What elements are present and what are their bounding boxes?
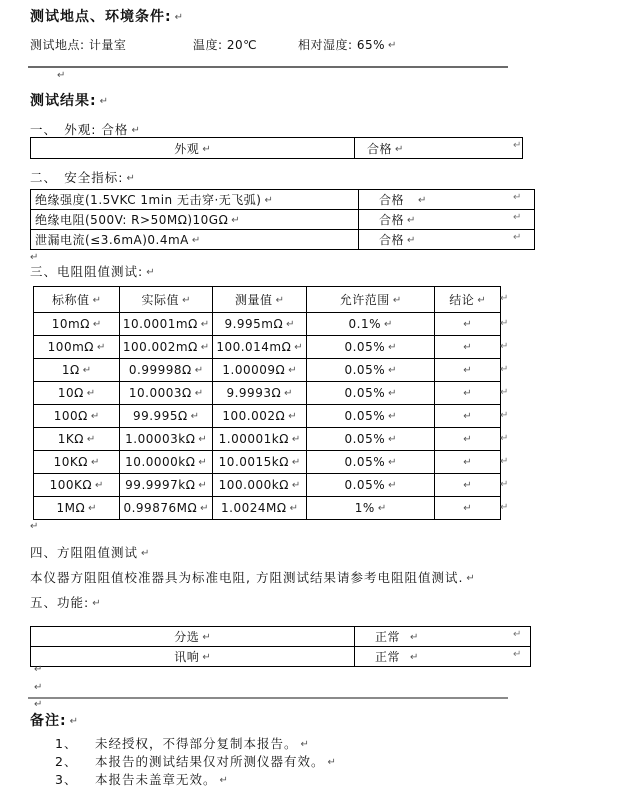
nominal-value: 1MΩ [56, 501, 86, 515]
actual-value: 10.0000kΩ [125, 455, 196, 469]
top-divider-line [28, 66, 508, 68]
measured-value: 100.014mΩ [216, 340, 292, 354]
pilcrow-mark: ↵ [513, 232, 522, 243]
appearance-table [30, 137, 523, 159]
pilcrow-mark: ↵ [463, 503, 472, 514]
nominal-cell [34, 313, 120, 336]
header-measured-cell [213, 287, 307, 313]
header-range-cell [307, 287, 435, 313]
pilcrow-mark: ↵ [288, 411, 297, 422]
range-value: 0.05% [344, 409, 386, 423]
measured-cell [213, 405, 307, 428]
safety-item-cell [31, 230, 359, 250]
table-row [34, 497, 501, 520]
pilcrow-mark: ↵ [410, 632, 419, 643]
range-value: 0.05% [344, 340, 386, 354]
remark-number: 2、 [55, 754, 78, 769]
appearance-item-label: 外观 [174, 141, 200, 156]
pilcrow-mark: ↵ [392, 295, 402, 306]
pilcrow-mark: ↵ [388, 40, 397, 51]
pilcrow-mark: ↵ [513, 192, 522, 203]
temperature-value: 温度: 20℃ [193, 38, 258, 52]
measured-value: 100.002Ω [222, 409, 286, 423]
pilcrow-mark: ↵ [388, 365, 397, 376]
range-cell [307, 336, 435, 359]
pilcrow-mark: ↵ [513, 212, 522, 223]
safety-table [30, 189, 535, 250]
pilcrow-mark: ↵ [200, 342, 210, 353]
safety-result-cell [359, 230, 535, 250]
table-row [34, 474, 501, 497]
nominal-cell [34, 451, 120, 474]
range-value: 0.05% [344, 386, 386, 400]
nominal-value: 10Ω [57, 386, 84, 400]
actual-cell [120, 451, 213, 474]
remark-item [55, 770, 228, 788]
pilcrow-mark: ↵ [513, 629, 522, 640]
column-header: 测量值 [235, 293, 273, 307]
actual-value: 0.99876MΩ [123, 501, 198, 515]
pilcrow-mark: ↵ [90, 411, 100, 422]
pilcrow-mark: ↵ [463, 480, 472, 491]
conclusion-cell [435, 382, 501, 405]
range-cell [307, 497, 435, 520]
pilcrow-mark: ↵ [198, 434, 207, 445]
humidity-value [298, 36, 396, 53]
pilcrow-mark: ↵ [231, 215, 240, 226]
remark-number: 1、 [55, 736, 78, 751]
pilcrow-mark: ↵ [407, 235, 416, 246]
measured-value: 10.0015kΩ [218, 455, 289, 469]
pilcrow-mark: ↵ [291, 457, 301, 468]
pilcrow-mark: ↵ [388, 342, 397, 353]
pilcrow-mark: ↵ [34, 699, 43, 710]
header-conclusion-cell [435, 287, 501, 313]
header-actual-cell [120, 287, 213, 313]
actual-value: 100.002mΩ [122, 340, 198, 354]
measured-cell [213, 336, 307, 359]
conclusion-cell [435, 474, 501, 497]
actual-cell [120, 359, 213, 382]
remark-item [55, 734, 309, 752]
function-item-cell [31, 627, 355, 647]
range-value: 0.05% [344, 432, 386, 446]
pilcrow-mark: ↵ [190, 411, 200, 422]
pilcrow-mark: ↵ [500, 479, 509, 490]
function-table [30, 626, 531, 667]
pilcrow-mark: ↵ [395, 143, 404, 155]
pilcrow-mark: ↵ [463, 365, 472, 376]
pilcrow-mark: ↵ [463, 411, 472, 422]
header-nominal-cell [34, 287, 120, 313]
column-header: 实际值 [141, 293, 180, 307]
pilcrow-mark: ↵ [96, 342, 106, 353]
table-row [31, 627, 531, 647]
resistance-table [33, 286, 501, 520]
column-header: 允许范围 [339, 293, 390, 307]
safety-result-label: 合格 [379, 193, 405, 207]
range-cell [307, 313, 435, 336]
section3-heading-text: 三、电阻阻值测试: [30, 264, 144, 279]
pilcrow-mark: ↵ [500, 318, 509, 329]
function-item-label: 分选 [174, 630, 200, 644]
safety-result-cell [359, 190, 535, 210]
remark-number: 3、 [55, 772, 78, 787]
pilcrow-mark: ↵ [92, 598, 101, 609]
function-item-cell [31, 647, 355, 667]
nominal-value: 100KΩ [49, 478, 93, 492]
nominal-value: 10mΩ [51, 317, 90, 331]
nominal-cell [34, 382, 120, 405]
pilcrow-mark: ↵ [463, 434, 472, 445]
page-title-text: 测试地点、环境条件: [30, 9, 172, 25]
section5-heading [30, 593, 101, 611]
safety-item-cell [31, 210, 359, 230]
measured-value: 9.995mΩ [224, 317, 284, 331]
pilcrow-mark: ↵ [410, 652, 419, 663]
pilcrow-mark: ↵ [388, 457, 397, 468]
safety-item-label: 绝缘电阻(500V: R>50MΩ)10GΩ [35, 213, 229, 227]
pilcrow-mark: ↵ [466, 573, 475, 584]
range-value: 0.1% [348, 317, 382, 331]
pilcrow-mark: ↵ [88, 503, 97, 514]
pilcrow-mark: ↵ [275, 295, 284, 306]
pilcrow-mark: ↵ [131, 125, 140, 136]
table-row [34, 405, 501, 428]
remark-text: 本报告的测试结果仅对所测仪器有效。 [95, 754, 325, 769]
pilcrow-mark: ↵ [146, 267, 155, 278]
humidity-text: 相对湿度: 65% [298, 38, 386, 52]
range-cell [307, 382, 435, 405]
pilcrow-mark: ↵ [202, 632, 211, 643]
nominal-cell [34, 497, 120, 520]
pilcrow-mark: ↵ [463, 388, 472, 399]
remark-text: 本报告未盖章无效。 [95, 772, 217, 787]
conclusion-cell [435, 451, 501, 474]
pilcrow-mark: ↵ [294, 342, 303, 353]
range-value: 1% [354, 501, 375, 515]
pilcrow-mark: ↵ [141, 548, 150, 559]
pilcrow-mark: ↵ [500, 387, 509, 398]
nominal-value: 10KΩ [53, 455, 88, 469]
measured-value: 100.000kΩ [218, 478, 289, 492]
pilcrow-mark: ↵ [264, 195, 273, 206]
conclusion-cell [435, 497, 501, 520]
pilcrow-mark: ↵ [92, 319, 102, 330]
actual-value: 1.00003kΩ [125, 432, 196, 446]
nominal-value: 100Ω [53, 409, 88, 423]
pilcrow-mark: ↵ [194, 388, 204, 399]
pilcrow-mark: ↵ [500, 341, 509, 352]
section4-note [30, 568, 475, 586]
measured-value: 1.00001kΩ [218, 432, 289, 446]
table-row [31, 210, 535, 230]
pilcrow-mark: ↵ [463, 342, 472, 353]
pilcrow-mark: ↵ [388, 480, 397, 491]
pilcrow-mark: ↵ [99, 96, 108, 107]
range-cell [307, 474, 435, 497]
table-row [34, 336, 501, 359]
pilcrow-mark: ↵ [500, 433, 509, 444]
measured-cell [213, 497, 307, 520]
pilcrow-mark: ↵ [34, 682, 43, 693]
pilcrow-mark: ↵ [86, 434, 96, 445]
results-title-text: 测试结果: [30, 93, 97, 109]
measured-cell [213, 359, 307, 382]
pilcrow-mark: ↵ [92, 295, 101, 306]
nominal-cell [34, 336, 120, 359]
measured-value: 1.0024MΩ [221, 501, 287, 515]
table-header-row [34, 287, 501, 313]
actual-cell [120, 405, 213, 428]
remark-text: 未经授权，不得部分复制本报告。 [95, 736, 298, 751]
table-row [34, 382, 501, 405]
pilcrow-mark: ↵ [477, 295, 486, 306]
range-value: 0.05% [344, 363, 386, 377]
remarks-title-text: 备注: [30, 713, 67, 729]
table-row [31, 230, 535, 250]
pilcrow-mark: ↵ [513, 140, 522, 151]
appearance-result-label: 合格 [367, 141, 393, 156]
nominal-cell [34, 359, 120, 382]
pilcrow-mark: ↵ [90, 457, 100, 468]
nominal-cell [34, 474, 120, 497]
function-result-label: 正常 [375, 630, 401, 644]
actual-cell [120, 382, 213, 405]
pilcrow-mark: ↵ [82, 365, 92, 376]
pilcrow-mark: ↵ [30, 252, 39, 263]
table-row [34, 451, 501, 474]
actual-value: 10.0003Ω [128, 386, 192, 400]
table-row [34, 313, 501, 336]
column-header: 结论 [449, 293, 475, 307]
safety-item-label: 泄漏电流(≤3.6mA)0.4mA [35, 233, 189, 247]
nominal-value: 1KΩ [57, 432, 84, 446]
pilcrow-mark: ↵ [377, 503, 387, 514]
table-row [34, 359, 501, 382]
safety-result-label: 合格 [379, 213, 405, 227]
pilcrow-mark: ↵ [500, 410, 509, 421]
pilcrow-mark: ↵ [219, 775, 228, 786]
actual-value: 99.9997kΩ [125, 478, 196, 492]
bottom-divider-line [28, 697, 508, 699]
safety-item-label: 绝缘强度(1.5VKC 1min 无击穿·无飞弧) [35, 193, 262, 207]
pilcrow-mark: ↵ [191, 235, 201, 246]
pilcrow-mark: ↵ [388, 388, 397, 399]
range-cell [307, 428, 435, 451]
results-title [30, 90, 108, 110]
pilcrow-mark: ↵ [198, 480, 207, 491]
pilcrow-mark: ↵ [286, 319, 295, 330]
pilcrow-mark: ↵ [513, 649, 522, 660]
nominal-value: 100mΩ [47, 340, 94, 354]
section5-heading-text: 五、功能: [30, 595, 90, 610]
conclusion-cell [435, 336, 501, 359]
measured-cell [213, 313, 307, 336]
pilcrow-mark: ↵ [284, 388, 293, 399]
nominal-cell [34, 428, 120, 451]
section4-note-text: 本仪器方阻阻值校准器具为标准电阻, 方阻测试结果请参考电阻阻值测试. [30, 570, 464, 585]
section1-heading-text: 一、 外观: 合格 [30, 122, 129, 137]
function-result-cell [355, 627, 531, 647]
measured-cell [213, 451, 307, 474]
range-cell [307, 405, 435, 428]
actual-cell [120, 313, 213, 336]
pilcrow-mark: ↵ [198, 457, 207, 468]
pilcrow-mark: ↵ [202, 652, 211, 663]
pilcrow-mark: ↵ [291, 480, 301, 491]
appearance-item-cell [31, 138, 355, 159]
measured-cell [213, 382, 307, 405]
pilcrow-mark: ↵ [500, 502, 509, 513]
pilcrow-mark: ↵ [384, 319, 393, 330]
pilcrow-mark: ↵ [418, 195, 427, 206]
table-row [31, 138, 523, 159]
section3-heading [30, 262, 155, 280]
column-header: 标称值 [52, 293, 90, 307]
pilcrow-mark: ↵ [327, 757, 336, 768]
pilcrow-mark: ↵ [95, 480, 104, 491]
pilcrow-mark: ↵ [200, 319, 210, 330]
range-value: 0.05% [344, 455, 386, 469]
actual-cell [120, 474, 213, 497]
pilcrow-mark: ↵ [57, 70, 66, 81]
section2-heading [30, 168, 135, 186]
safety-result-label: 合格 [379, 233, 405, 247]
pilcrow-mark: ↵ [126, 173, 135, 184]
pilcrow-mark: ↵ [463, 457, 472, 468]
pilcrow-mark: ↵ [289, 503, 298, 514]
test-location-value: 测试地点: 计量室 [30, 38, 127, 52]
actual-cell [120, 497, 213, 520]
pilcrow-mark: ↵ [388, 411, 397, 422]
environment-line [30, 36, 590, 52]
actual-value: 0.99998Ω [128, 363, 192, 377]
nominal-value: 1Ω [61, 363, 80, 377]
table-row [34, 428, 501, 451]
measured-cell [213, 474, 307, 497]
conclusion-cell [435, 428, 501, 451]
conclusion-cell [435, 359, 501, 382]
remarks-title [30, 710, 78, 730]
pilcrow-mark: ↵ [194, 365, 204, 376]
section1-heading [30, 120, 140, 138]
section4-heading-text: 四、方阻阻值测试 [30, 545, 139, 560]
measured-cell [213, 428, 307, 451]
measured-value: 9.9993Ω [226, 386, 282, 400]
conclusion-cell [435, 313, 501, 336]
actual-cell [120, 336, 213, 359]
pilcrow-mark: ↵ [30, 521, 39, 532]
pilcrow-mark: ↵ [86, 388, 96, 399]
pilcrow-mark: ↵ [300, 739, 309, 750]
page-title [30, 6, 183, 26]
nominal-cell [34, 405, 120, 428]
table-row [31, 190, 535, 210]
pilcrow-mark: ↵ [463, 319, 472, 330]
range-cell [307, 359, 435, 382]
function-result-cell [355, 647, 531, 667]
section4-heading [30, 543, 149, 561]
pilcrow-mark: ↵ [291, 434, 301, 445]
pilcrow-mark: ↵ [500, 456, 509, 467]
pilcrow-mark: ↵ [288, 365, 297, 376]
pilcrow-mark: ↵ [388, 434, 397, 445]
function-result-label: 正常 [375, 650, 401, 664]
pilcrow-mark: ↵ [407, 215, 416, 226]
function-item-label: 讯响 [174, 650, 200, 664]
pilcrow-mark: ↵ [69, 716, 78, 727]
remark-item [55, 752, 336, 770]
actual-cell [120, 428, 213, 451]
pilcrow-mark: ↵ [202, 143, 211, 155]
appearance-result-cell [355, 138, 523, 159]
pilcrow-mark: ↵ [174, 12, 183, 23]
actual-value: 10.0001mΩ [122, 317, 198, 331]
table-row [31, 647, 531, 667]
pilcrow-mark: ↵ [34, 664, 43, 675]
actual-value: 99.995Ω [132, 409, 188, 423]
pilcrow-mark: ↵ [200, 503, 209, 514]
range-value: 0.05% [344, 478, 386, 492]
safety-item-cell [31, 190, 359, 210]
safety-result-cell [359, 210, 535, 230]
conclusion-cell [435, 405, 501, 428]
measured-value: 1.00009Ω [222, 363, 286, 377]
section2-heading-text: 二、 安全指标: [30, 170, 124, 185]
range-cell [307, 451, 435, 474]
pilcrow-mark: ↵ [500, 364, 509, 375]
pilcrow-mark: ↵ [182, 295, 191, 306]
pilcrow-mark: ↵ [500, 293, 509, 304]
